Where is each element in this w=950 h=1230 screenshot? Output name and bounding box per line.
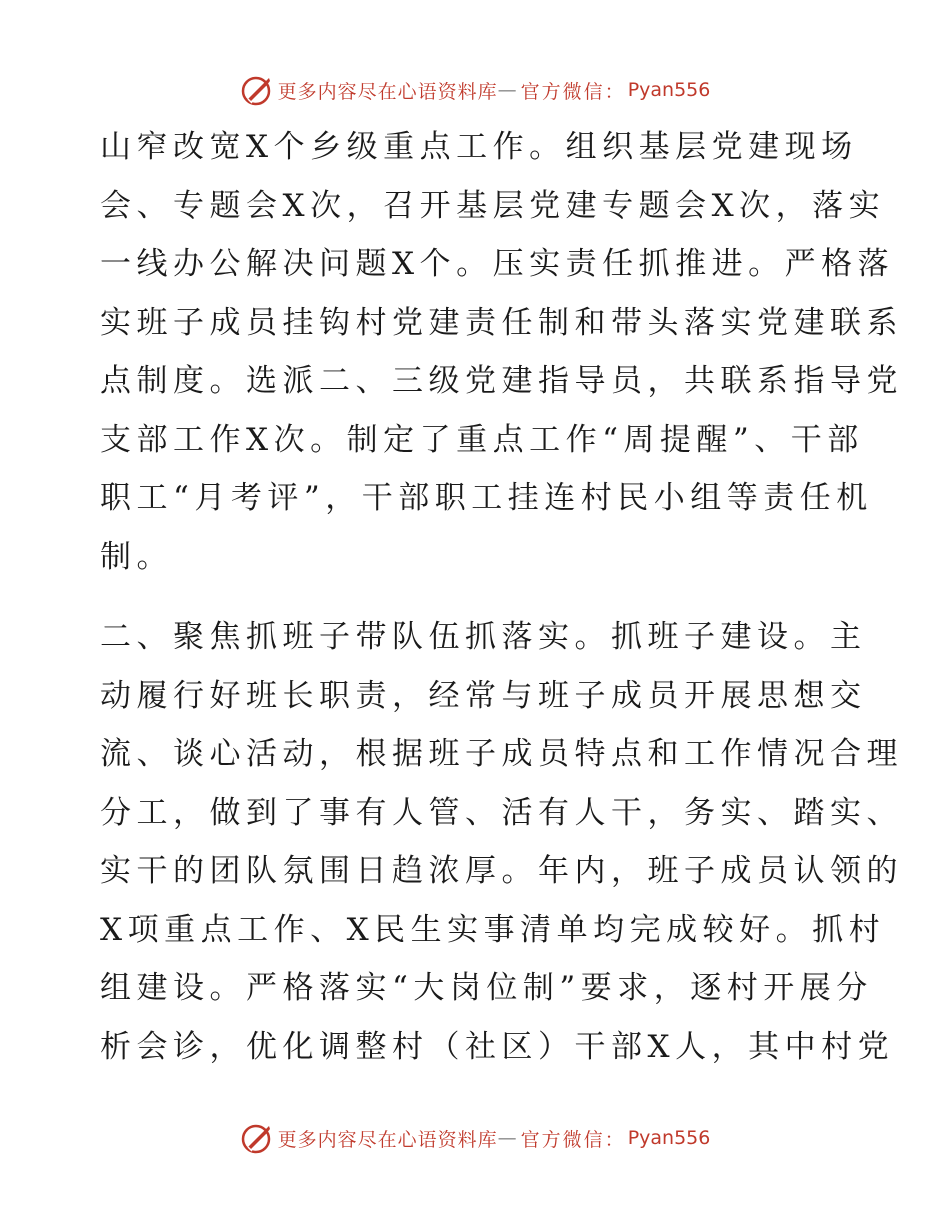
text-line: 制。: [100, 538, 173, 575]
pen-logo-icon: [240, 73, 274, 107]
banner-dash: —: [497, 79, 517, 101]
text-line: 组建设。严格落实“大岗位制”要求，逐村开展分: [100, 970, 873, 1006]
paragraph-1: [100, 118, 903, 586]
banner-contact-id: Pyan556: [627, 1127, 711, 1149]
text-line: 职工“月考评”，干部职工挂连村民小组等责任机: [100, 480, 873, 516]
text-line: 一线办公解决问题X个。压实责任抓推进。严格落: [100, 246, 895, 282]
banner-contact-label: 官方微信：: [520, 80, 626, 103]
pen-logo-icon: [240, 1121, 274, 1155]
text-line: 实干的团队氛围日趋浓厚。年内，班子成员认领的: [100, 853, 903, 889]
banner-brand-text: 更多内容尽在心语资料库: [277, 1128, 498, 1151]
text-line: 山窄改宽X个乡级重点工作。组织基层党建现场: [100, 129, 858, 165]
banner-contact-label: 官方微信：: [520, 1128, 626, 1151]
document-body: [100, 118, 903, 1076]
banner-dash: —: [497, 1127, 517, 1149]
text-line: 实班子成员挂钩村党建责任制和带头落实党建联系: [100, 304, 903, 341]
text-line: 支部工作X次。制定了重点工作“周提醒”、干部: [100, 421, 864, 458]
text-line: 会、专题会X次，召开基层党建专题会X次，落实: [100, 187, 886, 224]
banner-brand-text: 更多内容尽在心语资料库: [277, 80, 498, 103]
header-watermark-banner: [0, 70, 950, 110]
banner-contact-id: Pyan556: [627, 79, 711, 101]
text-line: 动履行好班长职责，经常与班子成员开展思想交: [100, 677, 867, 714]
text-line: 二、聚焦抓班子带队伍抓落实。抓班子建设。主: [100, 619, 867, 655]
paragraph-2: [100, 608, 903, 1076]
text-line: 分工，做到了事有人管、活有人干，务实、踏实、: [100, 794, 903, 831]
footer-watermark-banner: [0, 1118, 950, 1158]
text-line: 流、谈心活动，根据班子成员特点和工作情况合理: [100, 736, 903, 772]
text-line: X项重点工作、X民生实事清单均完成较好。抓村: [100, 911, 886, 948]
text-line: 析会诊，优化调整村（社区）干部X人，其中村党: [100, 1028, 895, 1065]
text-line: 点制度。选派二、三级党建指导员，共联系指导党: [100, 363, 903, 399]
